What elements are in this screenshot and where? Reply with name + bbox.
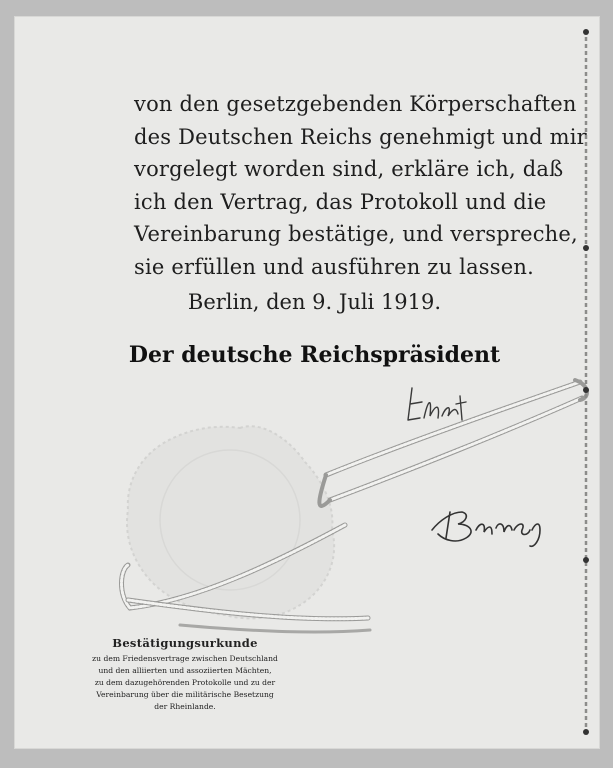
body-line: von den gesetzgebenden Körperschaften [134,92,577,116]
place-date-text: Berlin, den 9. Juli 1919. [187,290,442,314]
caption-line: und den alliierten und assoziierten Mächten, [98,666,272,675]
body-line: Vereinbarung bestätige, und verspreche, [134,222,578,246]
body-line: vorgelegt worden sind, erkläre ich, daß [134,157,564,181]
caption-title: Bestätigungsurkunde [112,636,258,650]
caption-line: Vereinbarung über die militärische Besetzung [96,690,274,699]
caption-line: der Rheinlande. [154,702,216,711]
binding-thread [583,29,589,735]
signature-bauer [432,512,540,546]
embossed-seal [127,426,334,618]
signature-ebert [408,388,466,420]
office-title-text: Der deutsche Reichspräsident [128,342,501,368]
caption-line: zu dem dazugehörenden Protokolle und zu der [94,678,276,687]
caption-line: zu dem Friedensvertrage zwischen Deutschland [92,654,278,663]
body-line: des Deutschen Reichs genehmigt und mir [134,124,587,149]
body-line: sie erfüllen und ausführen zu lassen. [134,254,534,279]
body-line: ich den Vertrag, das Protokoll und die [134,189,547,214]
